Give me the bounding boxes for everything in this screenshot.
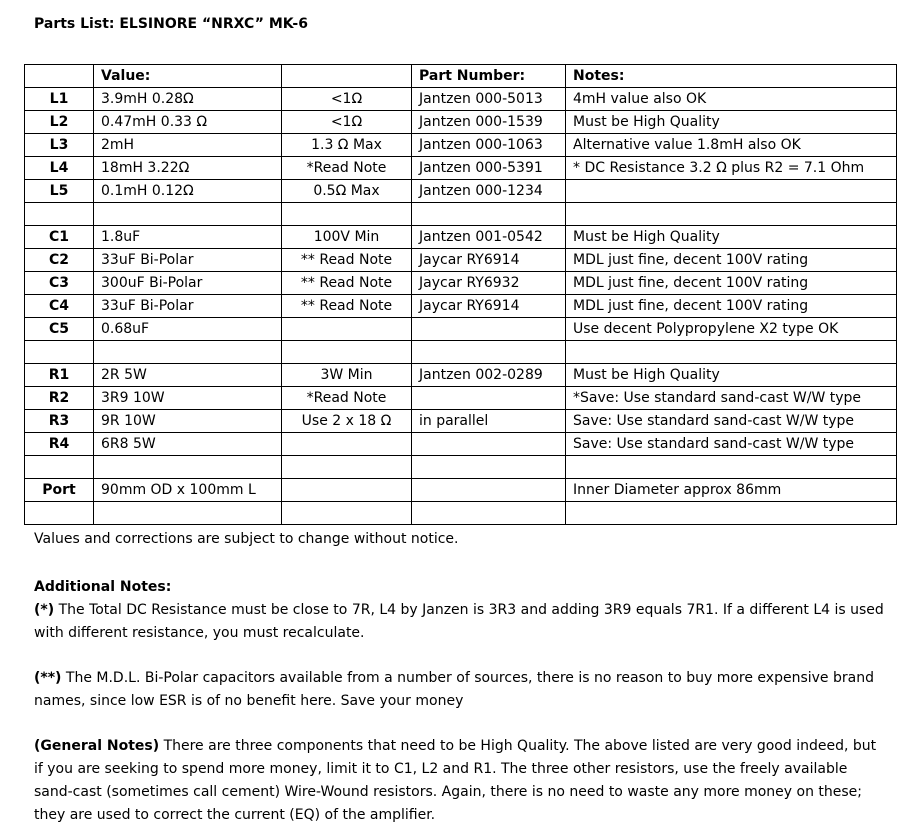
table-cell-label: L5 [25, 180, 94, 203]
table-cell-rating: 1.3 Ω Max [282, 134, 412, 157]
table-cell-part-number [412, 502, 566, 525]
table-row [25, 157, 897, 180]
table-cell-label: Port [25, 479, 94, 502]
table-cell-label [25, 456, 94, 479]
table-cell-part-number: Jaycar RY6914 [412, 249, 566, 272]
table-cell-value: 2mH [94, 134, 282, 157]
table-cell-value [94, 341, 282, 364]
header-cell-part-number: Part Number: [412, 65, 566, 88]
table-cell-rating: 0.5Ω Max [282, 180, 412, 203]
table-row [25, 203, 897, 226]
table-cell-label: L1 [25, 88, 94, 111]
table-cell-label: R3 [25, 410, 94, 433]
table-cell-label: C3 [25, 272, 94, 295]
table-cell-label: C4 [25, 295, 94, 318]
table-cell-rating [282, 456, 412, 479]
table-cell-label: R4 [25, 433, 94, 456]
table-row [25, 410, 897, 433]
table-cell-notes: * DC Resistance 3.2 Ω plus R2 = 7.1 Ohm [566, 157, 897, 180]
table-cell-rating: 3W Min [282, 364, 412, 387]
table-cell-value [94, 502, 282, 525]
note-2-text: The M.D.L. Bi-Polar capacitors available from a number of sources, there is no reason to buy more expensive brand names, since low ESR is of no benefit here. Save your money [34, 670, 874, 709]
additional-notes-heading: Additional Notes: [34, 579, 172, 595]
table-cell-rating [282, 318, 412, 341]
table-cell-rating: *Read Note [282, 157, 412, 180]
table-cell-rating: ** Read Note [282, 272, 412, 295]
table-cell-rating: *Read Note [282, 387, 412, 410]
table-cell-notes [566, 456, 897, 479]
table-cell-part-number [412, 479, 566, 502]
table-cell-value: 0.68uF [94, 318, 282, 341]
table-cell-part-number [412, 341, 566, 364]
table-cell-rating [282, 433, 412, 456]
table-cell-rating [282, 203, 412, 226]
table-cell-value: 0.1mH 0.12Ω [94, 180, 282, 203]
table-cell-part-number: in parallel [412, 410, 566, 433]
table-row [25, 134, 897, 157]
table-header-row [25, 65, 897, 88]
parts-table [24, 64, 897, 525]
note-1 [34, 599, 884, 645]
table-cell-rating: ** Read Note [282, 249, 412, 272]
table-cell-label: L3 [25, 134, 94, 157]
table-cell-label [25, 341, 94, 364]
table-cell-part-number [412, 433, 566, 456]
table-row [25, 88, 897, 111]
note-3 [34, 735, 884, 827]
table-row [25, 502, 897, 525]
table-row [25, 249, 897, 272]
table-cell-part-number [412, 456, 566, 479]
table-cell-part-number: Jaycar RY6914 [412, 295, 566, 318]
table-cell-label: R1 [25, 364, 94, 387]
table-cell-part-number [412, 318, 566, 341]
table-cell-notes [566, 502, 897, 525]
table-row [25, 364, 897, 387]
table-cell-value: 33uF Bi-Polar [94, 249, 282, 272]
table-cell-notes: Must be High Quality [566, 364, 897, 387]
table-cell-notes: Save: Use standard sand-cast W/W type [566, 410, 897, 433]
note-3-text: There are three components that need to be High Quality. The above listed are very good indeed, but if you are seeking to spend more money, limit it to C1, L2 and R1. The three other resistors, use the freely available sand-cast (sometimes call cement) Wire-Wound resistors. Again, there is no need to waste any more money on these; they are used to correct the current (EQ) of the amplifier. [34, 738, 877, 823]
table-cell-value: 3R9 10W [94, 387, 282, 410]
table-cell-label: R2 [25, 387, 94, 410]
table-cell-notes: MDL just fine, decent 100V rating [566, 295, 897, 318]
table-row [25, 341, 897, 364]
table-cell-notes [566, 180, 897, 203]
note-2 [34, 667, 884, 713]
table-cell-rating: <1Ω [282, 111, 412, 134]
header-cell-rating [282, 65, 412, 88]
table-cell-rating [282, 341, 412, 364]
table-cell-part-number: Jantzen 002-0289 [412, 364, 566, 387]
table-cell-label: L4 [25, 157, 94, 180]
table-cell-rating: 100V Min [282, 226, 412, 249]
table-cell-value: 3.9mH 0.28Ω [94, 88, 282, 111]
table-cell-part-number [412, 387, 566, 410]
table-cell-part-number: Jaycar RY6932 [412, 272, 566, 295]
table-cell-label [25, 203, 94, 226]
table-cell-label [25, 502, 94, 525]
table-cell-value [94, 456, 282, 479]
table-cell-part-number: Jantzen 000-5013 [412, 88, 566, 111]
table-cell-notes: Alternative value 1.8mH also OK [566, 134, 897, 157]
notice-text: Values and corrections are subject to change without notice. [34, 531, 459, 547]
note-1-text: The Total DC Resistance must be close to 7R, L4 by Janzen is 3R3 and adding 3R9 equals 7R1. If a different L4 is used with different resistance, you must recalculate. [34, 602, 884, 641]
additional-notes [34, 576, 884, 827]
table-cell-notes: Must be High Quality [566, 111, 897, 134]
table-cell-value: 9R 10W [94, 410, 282, 433]
table-row [25, 479, 897, 502]
table-cell-label: C1 [25, 226, 94, 249]
table-cell-notes: Inner Diameter approx 86mm [566, 479, 897, 502]
table-cell-notes: MDL just fine, decent 100V rating [566, 249, 897, 272]
table-cell-rating: Use 2 x 18 Ω [282, 410, 412, 433]
table-cell-value: 1.8uF [94, 226, 282, 249]
table-row [25, 456, 897, 479]
table-cell-value: 300uF Bi-Polar [94, 272, 282, 295]
table-row [25, 295, 897, 318]
table-row [25, 387, 897, 410]
table-cell-rating [282, 502, 412, 525]
table-cell-notes: Must be High Quality [566, 226, 897, 249]
table-cell-value [94, 203, 282, 226]
table-row [25, 111, 897, 134]
table-cell-notes [566, 203, 897, 226]
table-cell-rating: <1Ω [282, 88, 412, 111]
table-cell-value: 6R8 5W [94, 433, 282, 456]
header-cell-notes: Notes: [566, 65, 897, 88]
table-cell-label: C5 [25, 318, 94, 341]
table-row [25, 433, 897, 456]
table-cell-part-number: Jantzen 000-5391 [412, 157, 566, 180]
table-cell-label: L2 [25, 111, 94, 134]
table-cell-value: 33uF Bi-Polar [94, 295, 282, 318]
note-1-label: (*) [34, 602, 55, 618]
table-cell-notes: 4mH value also OK [566, 88, 897, 111]
table-row [25, 318, 897, 341]
table-cell-notes: *Save: Use standard sand-cast W/W type [566, 387, 897, 410]
table-cell-part-number: Jantzen 000-1063 [412, 134, 566, 157]
table-cell-part-number: Jantzen 000-1539 [412, 111, 566, 134]
table-row [25, 272, 897, 295]
table-cell-value: 18mH 3.22Ω [94, 157, 282, 180]
note-2-label: (**) [34, 670, 62, 686]
table-cell-part-number: Jantzen 001-0542 [412, 226, 566, 249]
page-title: Parts List: ELSINORE “NRXC” MK-6 [34, 16, 308, 32]
header-cell-label [25, 65, 94, 88]
table-cell-notes: Save: Use standard sand-cast W/W type [566, 433, 897, 456]
table-cell-notes: MDL just fine, decent 100V rating [566, 272, 897, 295]
note-3-label: (General Notes) [34, 738, 160, 754]
table-cell-part-number: Jantzen 000-1234 [412, 180, 566, 203]
table-cell-value: 0.47mH 0.33 Ω [94, 111, 282, 134]
table-cell-rating [282, 479, 412, 502]
table-cell-label: C2 [25, 249, 94, 272]
table-cell-value: 90mm OD x 100mm L [94, 479, 282, 502]
table-cell-part-number [412, 203, 566, 226]
table-cell-value: 2R 5W [94, 364, 282, 387]
table-cell-rating: ** Read Note [282, 295, 412, 318]
table-row [25, 226, 897, 249]
table-row [25, 180, 897, 203]
table-cell-notes: Use decent Polypropylene X2 type OK [566, 318, 897, 341]
header-cell-value: Value: [94, 65, 282, 88]
table-cell-notes [566, 341, 897, 364]
parts-table-body [25, 65, 897, 525]
